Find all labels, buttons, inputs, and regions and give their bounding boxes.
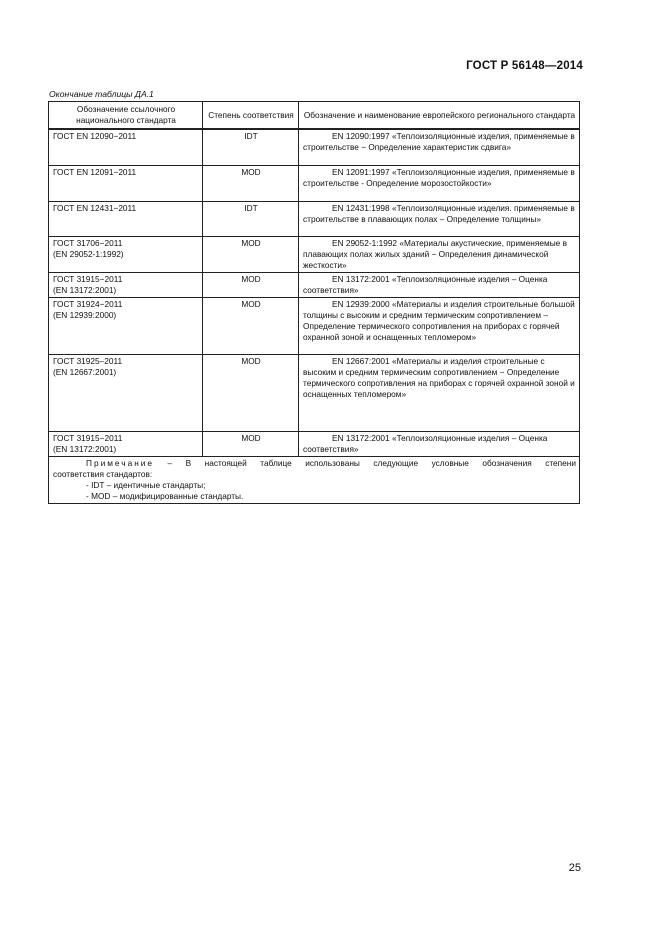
national-standard-cell: ГОСТ 31924−2011 (EN 12939:2000) [53, 298, 123, 320]
note-item-mod: - MOD – модифицированные стандарты. [86, 490, 244, 501]
table-row [49, 297, 580, 354]
national-standard-cell: ГОСТ 31706−2011 (EN 29052-1:1992) [53, 237, 124, 259]
table-header-row [49, 102, 580, 130]
table-row [49, 236, 580, 272]
note-continuation: соответствия стандартов: [53, 468, 153, 479]
regional-standard-cell: EN 12091:1997 «Теплоизоляционные изделия, применяемые в строительстве - Определение морозостойкости» [299, 165, 580, 201]
regional-standard-cell: EN 12939:2000 «Материалы и изделия строительные большой толщины с высоким и средним термическим сопротивлением – Определение термического сопротивления на приборах с горячей охранной зоной и оснащенных тепломером» [299, 297, 580, 354]
note-lead-text: – В настоящей таблице использованы следующие условные обозначения степени [167, 457, 576, 468]
column-header-national: Обозначение ссылочного национального стандарта [49, 102, 203, 130]
column-header-degree: Степень соответствия [203, 102, 299, 130]
table-row [49, 129, 580, 165]
national-standard-cell: ГОСТ EN 12090−2011 [53, 131, 137, 141]
degree-cell: MOD [203, 272, 299, 297]
note-first-line [53, 458, 576, 469]
page-number: 25 [568, 862, 581, 874]
table-caption: Окончание таблицы ДА.1 [49, 89, 154, 99]
national-standard-cell: ГОСТ 31925–2011 (EN 12667:2001) [53, 355, 123, 377]
degree-cell: MOD [203, 236, 299, 272]
table-note-row [49, 456, 580, 503]
national-standard-cell: ГОСТ EN 12091−2011 [53, 166, 137, 177]
degree-cell: IDT [203, 129, 299, 165]
degree-cell: MOD [203, 354, 299, 431]
standards-table [48, 101, 580, 504]
column-header-regional: Обозначение и наименование европейского регионального стандарта [299, 102, 580, 130]
degree-cell: MOD [203, 297, 299, 354]
regional-standard-cell: EN 29052-1:1992 «Материалы акустические, применяемые в плавающих полах жилых зданий − Определения динамической жесткости» [299, 236, 580, 272]
note-label: Примечание [86, 457, 155, 468]
national-standard-cell: ГОСТ 31915−2011 (EN 13172:2001) [53, 432, 123, 454]
note-item-idt: - IDT – идентичные стандарты; [86, 479, 206, 490]
degree-cell: MOD [203, 431, 299, 456]
degree-cell: MOD [203, 165, 299, 201]
document-code: ГОСТ Р 56148—2014 [466, 60, 583, 72]
degree-cell: IDT [203, 201, 299, 236]
table-row [49, 201, 580, 236]
table-note [49, 456, 580, 503]
national-standard-cell: ГОСТ EN 12431−2011 [53, 202, 137, 213]
regional-standard-cell: EN 13172:2001 «Теплоизоляционные изделия – Оценка соответствия» [299, 431, 580, 456]
table-row [49, 272, 580, 297]
regional-standard-cell: EN 12090:1997 «Теплоизоляционные изделия, применяемые в строительстве − Определение характеристик сдвига» [299, 129, 580, 165]
table-row [49, 165, 580, 201]
table-row [49, 354, 580, 431]
regional-standard-cell: EN 12667:2001 «Материалы и изделия строительные с высоким и средним термическим сопротивлением − Определение термического сопротивления на приборах с горячей охранной зоной и оснащенных тепломером» [299, 354, 580, 431]
national-standard-cell: ГОСТ 31915−2011 (EN 13172:2001) [53, 273, 123, 295]
table-row [49, 431, 580, 456]
regional-standard-cell: EN 12431:1998 «Теплоизоляционные изделия. применяемые в строительстве в плавающих полах – Определение толщины» [299, 201, 580, 236]
regional-standard-cell: EN 13172:2001 «Теплоизоляционные изделия – Оценка соответствия» [299, 272, 580, 297]
